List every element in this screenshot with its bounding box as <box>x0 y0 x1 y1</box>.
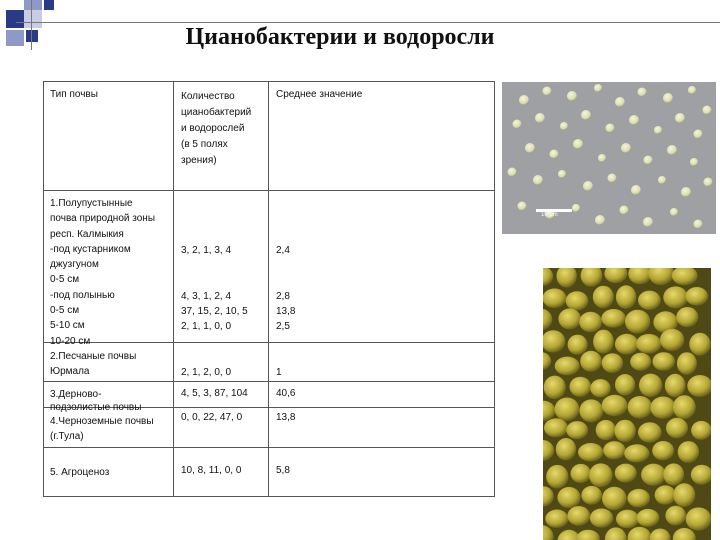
colony-cell <box>677 352 697 375</box>
column-divider <box>268 82 269 496</box>
table-row-4-count: 0, 0, 22, 47, 0 <box>181 412 243 423</box>
table-row-3-mean: 40,6 <box>276 388 296 399</box>
colony-cell <box>655 485 676 504</box>
colony-cell <box>673 483 695 507</box>
slide-title: Цианобактерии и водоросли <box>185 24 495 50</box>
table-row-3-count: 4, 5, 3, 87, 104 <box>181 388 248 399</box>
column-divider <box>173 82 174 496</box>
colony-cell <box>545 510 568 528</box>
table-row-1-soil: 1.Полупустынные почва природной зоны респ. Калмыкия -под кустарником джузгуном 0-5 см -под полынью 0-5 см 5-10 см 10-20 см <box>50 198 155 347</box>
colony-cell <box>590 379 610 397</box>
colony-cell <box>567 506 590 526</box>
header-soil-type: Тип почвы <box>50 89 98 100</box>
colony-cell <box>673 395 696 419</box>
colony-cell <box>578 443 603 462</box>
header-rule-vertical <box>31 0 32 50</box>
colony-cell <box>653 352 675 371</box>
table-row-2-mean: 1 <box>276 367 282 378</box>
table-row-4-mean: 13,8 <box>276 412 296 423</box>
colony-cell <box>636 334 661 354</box>
micrograph-unicellular-drawing <box>502 82 716 234</box>
colony-cell <box>616 285 636 309</box>
colony-cell <box>546 465 568 489</box>
colony-cell <box>581 486 602 505</box>
colony-cell <box>685 287 708 306</box>
colony-cell <box>596 420 616 440</box>
colony-cell <box>691 421 711 440</box>
row-divider <box>44 447 494 448</box>
colony-cell <box>601 309 625 328</box>
colony-cell <box>544 418 568 437</box>
colony-cell <box>544 376 566 400</box>
table-row-2-soil: 2.Песчаные почвы Юрмала <box>50 351 137 377</box>
micrograph-unicellular-image <box>502 82 716 234</box>
colony-cell <box>571 464 592 483</box>
colony-cell <box>665 506 686 526</box>
table-row-3-soil: 3.Дерново- подзолистые почвы <box>50 389 142 413</box>
corner-square-dark <box>6 10 24 28</box>
colony-cell <box>666 418 688 439</box>
colony-cell <box>624 444 649 462</box>
colony-cell <box>566 421 588 439</box>
colony-cell <box>614 420 635 442</box>
colony-cell <box>558 308 581 329</box>
colony-cell <box>615 334 639 355</box>
colony-cell <box>593 330 614 354</box>
colony-cell <box>628 396 653 419</box>
table-row-2-count: 2, 1, 2, 0, 0 <box>181 367 232 378</box>
colony-cell <box>568 335 588 355</box>
colony-cell <box>689 333 710 356</box>
table-row-4-soil: 4.Черноземные почвы (г.Тула) <box>50 416 154 442</box>
soil-table <box>43 81 495 497</box>
colony-cell <box>676 307 698 327</box>
colony-cell <box>602 395 628 416</box>
colony-cell <box>686 507 711 530</box>
colony-cell <box>593 286 614 309</box>
colony-cell <box>627 489 650 508</box>
header-mean: Среднее значение <box>276 89 363 100</box>
colony-cell <box>602 487 627 511</box>
colony-cell <box>556 438 576 460</box>
colony-cell <box>566 291 589 310</box>
colony-cell <box>663 463 684 485</box>
row-divider <box>44 381 494 382</box>
colony-cell <box>557 487 580 508</box>
colony-cell <box>663 286 688 308</box>
colony-cell <box>603 441 625 459</box>
colony-cell <box>570 377 592 397</box>
colony-cell <box>660 329 684 351</box>
colony-cell <box>637 509 660 527</box>
corner-square-light <box>24 10 42 28</box>
colony-cell <box>625 310 650 334</box>
micrograph-colony-image <box>543 268 711 540</box>
colony-cell <box>602 353 623 373</box>
colony-cell <box>590 509 613 528</box>
colony-cell <box>580 351 602 372</box>
colony-cell <box>543 289 567 309</box>
colony-cell <box>652 441 674 460</box>
corner-square-dark-lower <box>26 30 38 42</box>
colony-cell <box>650 397 675 419</box>
colony-cell <box>589 463 613 487</box>
colony-cell <box>615 374 635 396</box>
row-divider <box>44 190 494 191</box>
colony-cell <box>678 441 699 463</box>
table-row-1-count: 3, 2, 1, 3, 4 4, 3, 1, 2, 4 37, 15, 2, 10, 5 2, 1, 1, 0, 0 <box>181 245 248 333</box>
colony-cell <box>615 464 637 483</box>
corner-square-mid <box>24 0 42 10</box>
header-rule <box>16 22 720 23</box>
micrograph-colony-drawing <box>543 268 711 540</box>
colony-cell <box>638 291 661 310</box>
colony-cell <box>665 374 686 397</box>
table-row-5-mean: 5,8 <box>276 465 290 476</box>
colony-cell <box>555 357 580 376</box>
colony-cell <box>638 422 662 442</box>
colony-cell <box>639 374 662 397</box>
corner-square-mid-lower <box>6 30 24 46</box>
colony-cell <box>579 312 602 333</box>
corner-square-dark-small <box>44 0 54 10</box>
colony-cell <box>616 510 639 529</box>
header-count: Количество цианобактерий и водорослей (в 5 полях зрения) <box>181 91 252 166</box>
scale-label: 10 μm <box>541 212 558 218</box>
table-row-5-soil: 5. Агроценоз <box>50 467 110 478</box>
table-row-1-mean: 2,4 2,8 13,8 2,5 <box>276 245 296 333</box>
colony-cell <box>555 398 580 421</box>
table-row-5-count: 10, 8, 11, 0, 0 <box>181 465 242 476</box>
colony-cell <box>641 464 666 486</box>
colony-cell <box>579 399 603 422</box>
colony-cell <box>630 353 651 371</box>
